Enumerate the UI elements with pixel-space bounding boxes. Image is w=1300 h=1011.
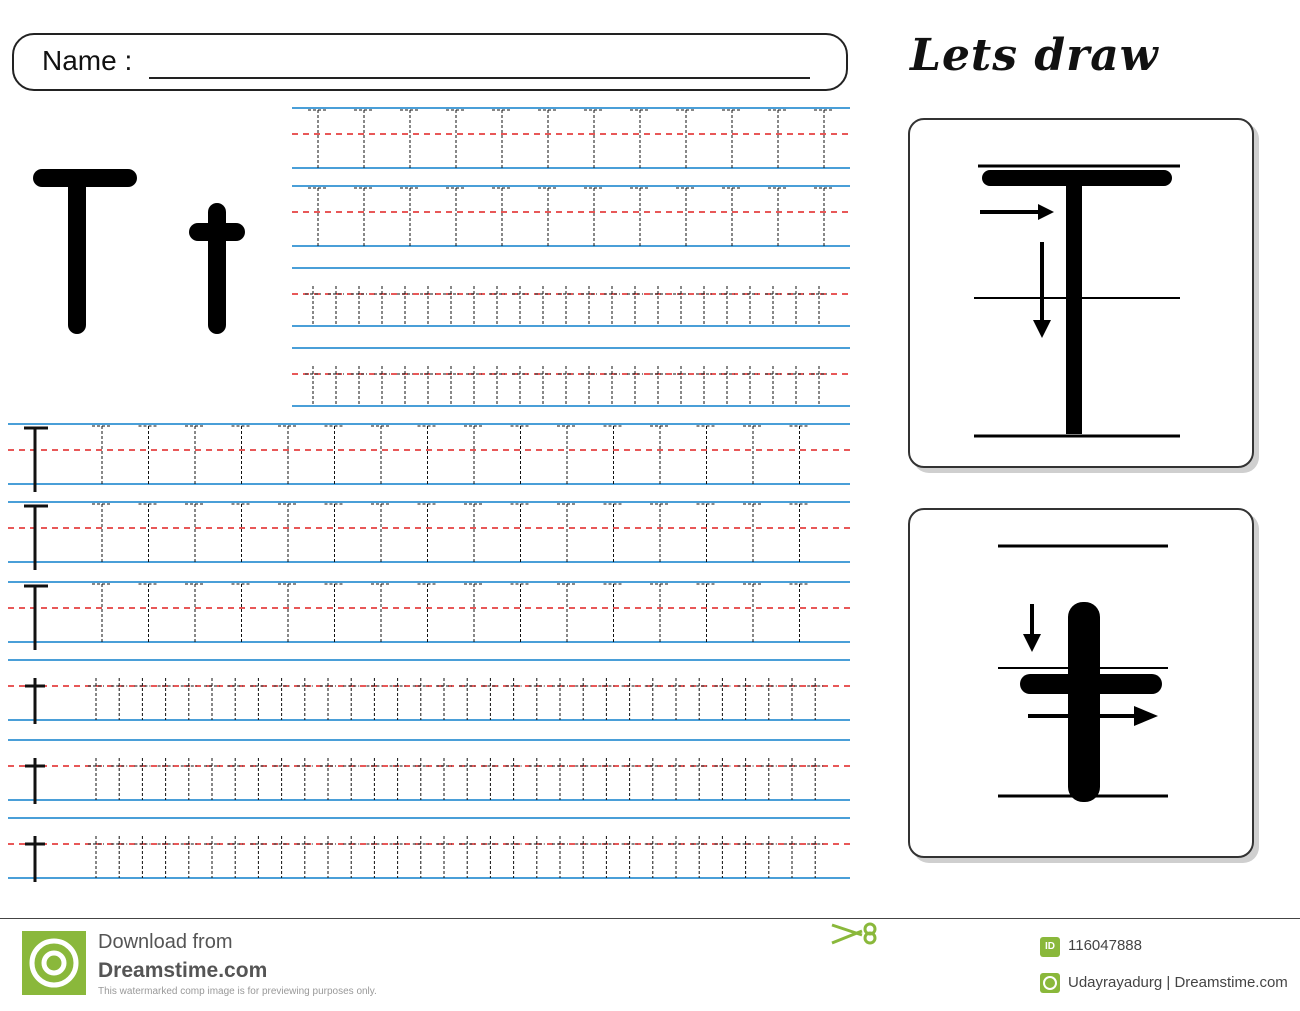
scissors-icon <box>828 921 888 945</box>
user-icon <box>1040 973 1060 993</box>
arrow-right-icon <box>980 204 1054 220</box>
uppercase-stem-stroke <box>1066 170 1082 434</box>
footer-id: 116047888 <box>1068 937 1142 954</box>
footer-credit[interactable]: Udayrayadurg | Dreamstime.com <box>1068 974 1288 991</box>
footer-site[interactable]: Dreamstime.com <box>98 959 268 982</box>
stroke-card-lowercase <box>908 508 1254 858</box>
arrow-down-icon <box>1023 604 1041 652</box>
lowercase-stem-stroke <box>1068 602 1100 802</box>
lowercase-stroke-diagram <box>910 510 1252 856</box>
watermark-footer <box>0 918 1300 1011</box>
dreamstime-logo-icon <box>22 931 86 995</box>
footer-note: This watermarked comp image is for previewing purposes only. <box>98 986 377 997</box>
lowercase-bar-stroke <box>1020 674 1162 694</box>
arrow-down-icon <box>1033 242 1051 338</box>
footer-download-text: Download from <box>98 931 233 953</box>
stroke-card-uppercase <box>908 118 1254 468</box>
uppercase-stroke-diagram <box>910 120 1252 466</box>
page-title: Lets draw <box>910 30 1159 81</box>
name-label: Name : <box>42 45 133 76</box>
id-badge: ID <box>1040 937 1060 957</box>
